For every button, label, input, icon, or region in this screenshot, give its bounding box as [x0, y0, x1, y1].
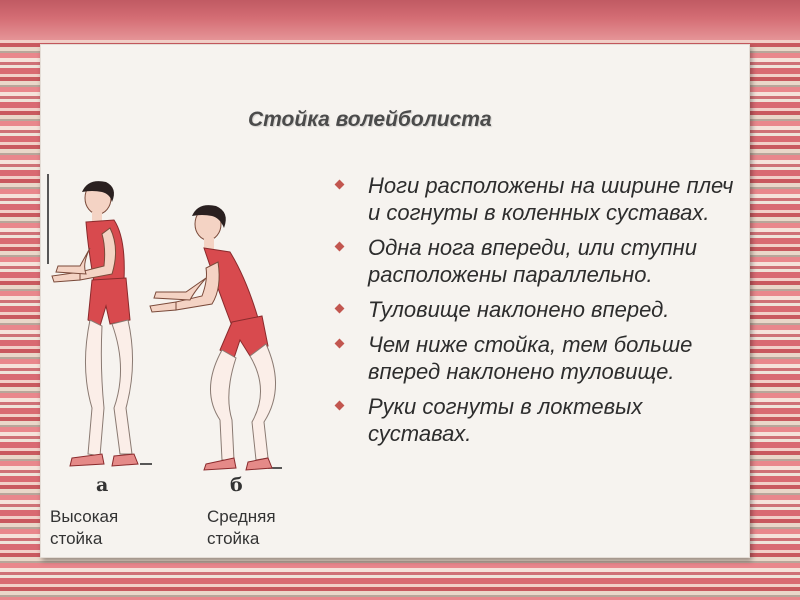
list-item: Туловище наклонено вперед.: [330, 296, 750, 323]
slide-panel: [40, 44, 750, 558]
diamond-bullet-icon: [335, 401, 345, 411]
list-item: Руки согнуты в локтевых суставах.: [330, 393, 750, 447]
diamond-bullet-icon: [335, 339, 345, 349]
caption-medium-stance: Средняя стойка: [207, 507, 276, 548]
diamond-bullet-icon: [335, 304, 345, 314]
caption-high-stance: Высокая стойка: [50, 507, 119, 548]
background-stripes: [0, 0, 800, 40]
figure-label-b: б: [230, 474, 243, 496]
figure-label-a: а: [96, 474, 109, 496]
diamond-bullet-icon: [335, 242, 345, 252]
figure-medium-stance: [150, 205, 276, 470]
slide-title: Стойка волейболиста: [248, 108, 492, 131]
diamond-bullet-icon: [335, 180, 345, 190]
list-item: Чем ниже стойка, тем больше вперед наклонено туловище.: [330, 331, 750, 385]
list-item: Одна нога впереди, или ступни расположены параллельно.: [330, 234, 750, 288]
list-item: Ноги расположены на ширине плеч и согнуты в коленных суставах.: [330, 172, 750, 226]
stance-illustration: [40, 168, 300, 508]
bullet-list: [330, 172, 750, 455]
figure-high-stance: [52, 181, 138, 466]
stance-figures-svg: [40, 168, 300, 508]
